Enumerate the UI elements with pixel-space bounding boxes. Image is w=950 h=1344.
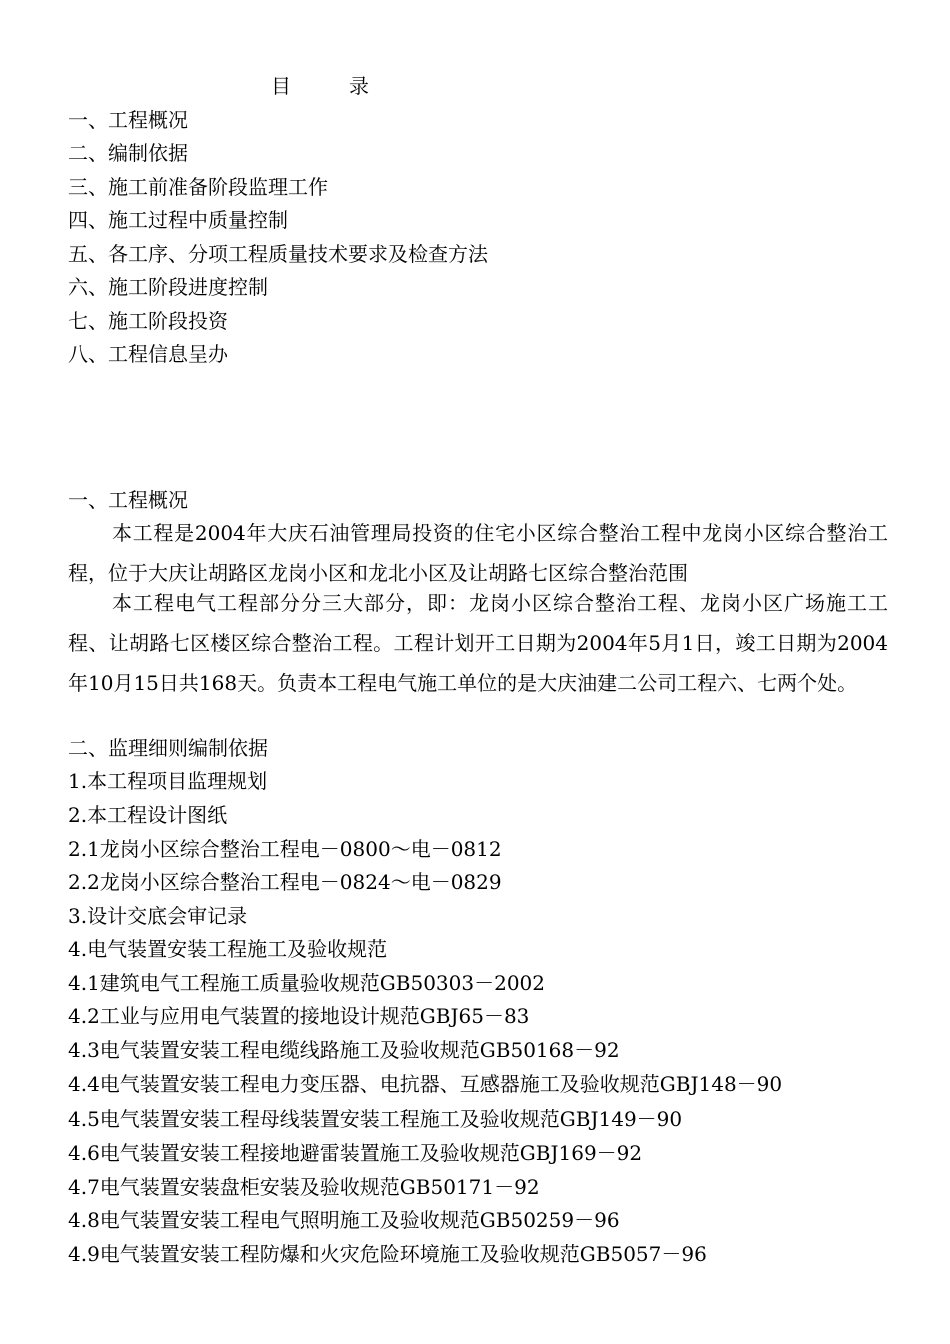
list-item: 1.本工程项目监理规划 xyxy=(68,769,268,793)
list-item: 4.9电气装置安装工程防爆和火灾危险环境施工及验收规范GB5057－96 xyxy=(68,1242,707,1266)
paragraph: 本工程是2004年大庆石油管理局投资的住宅小区综合整治工程中龙岗小区综合整治工程，位于大庆让胡路区龙岗小区和龙北小区及让胡路七区综合整治范围 xyxy=(68,521,888,585)
list-item: 4.1建筑电气工程施工质量验收规范GB50303－2002 xyxy=(68,971,546,995)
list-item: 4.7电气装置安装盘柜安装及验收规范GB50171－92 xyxy=(68,1175,540,1199)
toc-item: 七、施工阶段投资 xyxy=(68,309,228,333)
paragraph: 本工程电气工程部分分三大部分，即：龙岗小区综合整治工程、龙岗小区广场施工工程、让胡路七区楼区综合整治工程。工程计划开工日期为2004年5月1日，竣工日期为2004年10月15日共168天。负责本工程电气施工单位的是大庆油建二公司工程六、七两个处。 xyxy=(68,591,888,695)
toc-item: 五、各工序、分项工程质量技术要求及检查方法 xyxy=(68,242,488,266)
section-heading: 二、监理细则编制依据 xyxy=(68,736,268,760)
toc-item: 六、施工阶段进度控制 xyxy=(68,275,268,299)
toc-item: 一、工程概况 xyxy=(68,108,188,132)
toc-item: 四、施工过程中质量控制 xyxy=(68,208,288,232)
list-item: 4.5电气装置安装工程母线装置安装工程施工及验收规范GBJ149－90 xyxy=(68,1107,683,1131)
toc-item: 八、工程信息呈办 xyxy=(68,342,228,366)
list-item: 4.4电气装置安装工程电力变压器、电抗器、互感器施工及验收规范GBJ148－90 xyxy=(68,1072,783,1096)
list-item: 3.设计交底会审记录 xyxy=(68,904,248,928)
list-item: 2.1龙岗小区综合整治工程电－0800～电－0812 xyxy=(68,837,502,861)
toc-item: 二、编制依据 xyxy=(68,141,188,165)
toc-title xyxy=(271,72,369,100)
list-item: 4.电气装置安装工程施工及验收规范 xyxy=(68,937,388,961)
list-item: 4.2工业与应用电气装置的接地设计规范GBJ65－83 xyxy=(68,1004,530,1028)
list-item: 4.6电气装置安装工程接地避雷装置施工及验收规范GBJ169－92 xyxy=(68,1141,643,1165)
list-item: 2.2龙岗小区综合整治工程电－0824～电－0829 xyxy=(68,870,502,894)
toc-item: 三、施工前准备阶段监理工作 xyxy=(68,175,328,199)
list-item: 4.3电气装置安装工程电缆线路施工及验收规范GB50168－92 xyxy=(68,1038,620,1062)
toc-title-left: 目 xyxy=(271,74,291,98)
list-item: 4.8电气装置安装工程电气照明施工及验收规范GB50259－96 xyxy=(68,1208,620,1232)
section-heading: 一、工程概况 xyxy=(68,488,188,512)
list-item: 2.本工程设计图纸 xyxy=(68,803,228,827)
toc-title-right: 录 xyxy=(349,74,369,98)
